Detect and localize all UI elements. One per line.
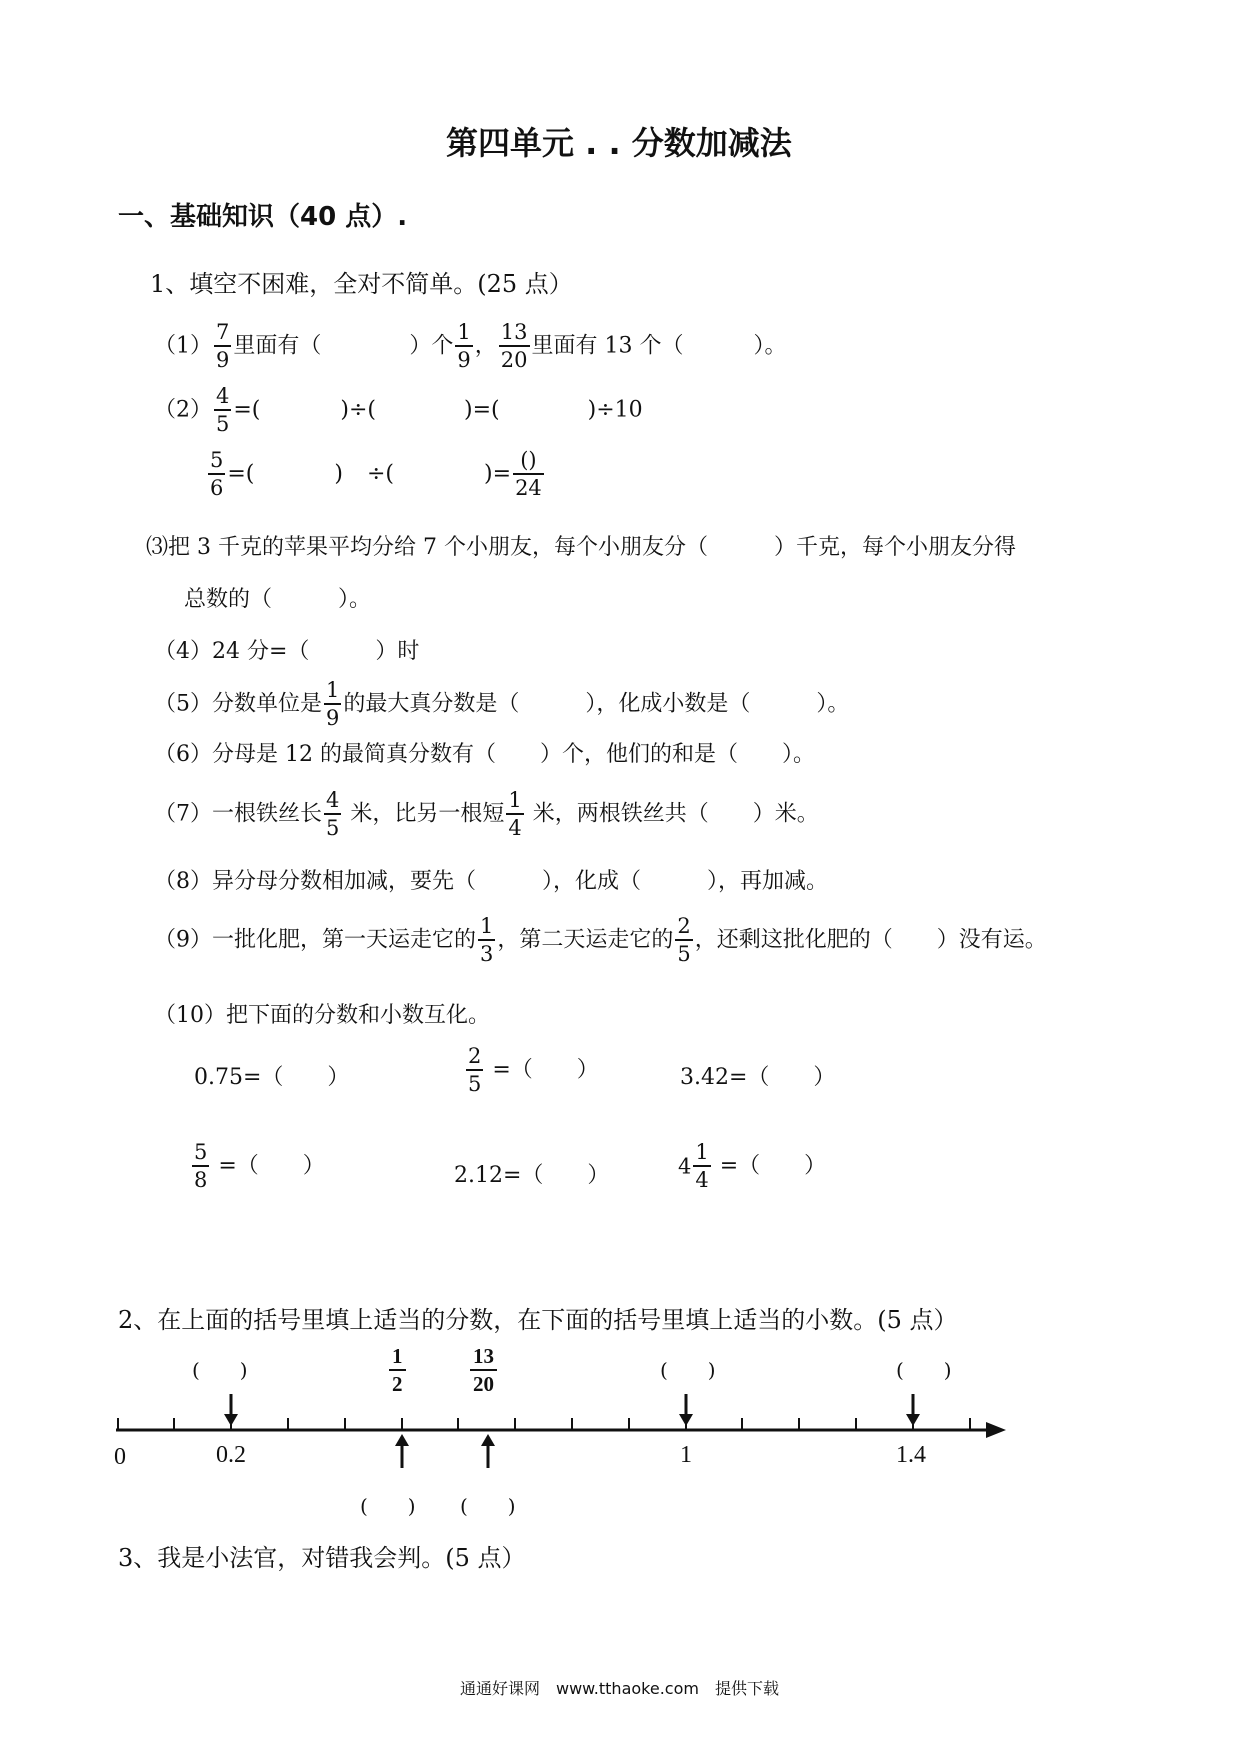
text: )÷10 <box>587 397 643 423</box>
tick-marks <box>118 1418 970 1430</box>
item-3-line-2: 总数的（ ）。 <box>184 587 372 612</box>
conversion-5-8 <box>190 1142 325 1191</box>
arrow-head-icon <box>986 1422 1006 1438</box>
text: （7）一根铁丝长 <box>154 801 322 827</box>
text: )= <box>484 461 512 487</box>
text: =（ ） <box>211 1153 325 1179</box>
item-1-number: （1） <box>154 333 212 359</box>
conversion-2-5 <box>464 1046 599 1095</box>
label-1: 1 <box>680 1442 692 1468</box>
conversion-4-1-4 <box>678 1142 826 1191</box>
numerator: 5 <box>192 1142 209 1167</box>
label-0-2: 0.2 <box>216 1442 246 1468</box>
fraction-4-5 <box>324 790 341 839</box>
conversion-3-42: 3.42=（ ） <box>680 1065 836 1090</box>
item-7 <box>154 790 819 839</box>
text: 里面有（ <box>233 333 322 359</box>
conversion-0-75: 0.75=（ ） <box>194 1065 350 1090</box>
denominator: 24 <box>515 476 542 500</box>
down-arrow-icon <box>906 1394 920 1426</box>
text: ）。 <box>753 333 787 359</box>
question-1-heading: 1、填空不困难，全对不简单。(25 点） <box>150 270 573 298</box>
mixed-number <box>678 1142 713 1191</box>
down-arrow-icon <box>679 1394 693 1426</box>
numerator: 7 <box>214 322 231 347</box>
denominator: 5 <box>216 412 230 436</box>
numerator: 2 <box>466 1046 483 1071</box>
whole-part: 4 <box>678 1154 692 1179</box>
item-2b <box>206 450 546 499</box>
question-3-heading: 3、我是小法官，对错我会判。(5 点） <box>118 1544 526 1572</box>
conversion-2-12: 2.12=（ ） <box>454 1163 610 1188</box>
text: 的最大真分数是（ ），化成小数是（ ）。 <box>343 691 850 717</box>
fraction-1-3 <box>478 916 495 965</box>
item-6: （6）分母是 12 的最简真分数有（ ）个，他们的和是（ ）。 <box>154 742 815 767</box>
item-4: （4）24 分=（ ）时 <box>154 639 420 664</box>
numerator-blank[interactable]: () <box>513 450 544 475</box>
label-0: 0 <box>114 1444 126 1470</box>
numerator: 1 <box>693 1142 710 1167</box>
denominator: 6 <box>210 476 224 500</box>
text: ) <box>334 461 343 487</box>
text: =( <box>233 397 261 423</box>
text: =（ ） <box>712 1153 827 1179</box>
bottom-blank-1[interactable]: ( ) <box>360 1494 416 1518</box>
text: 里面有 13 个（ <box>531 333 684 359</box>
text: =( <box>227 461 255 487</box>
item-10: （10）把下面的分数和小数互化。 <box>154 1003 490 1028</box>
text: （9）一批化肥，第一天运走它的 <box>154 927 476 953</box>
fraction-4-5 <box>214 386 231 435</box>
text: 米，两根铁丝共（ ）米。 <box>525 801 819 827</box>
fraction-2-5 <box>466 1046 483 1095</box>
denominator: 3 <box>480 942 494 966</box>
item-1 <box>154 322 787 371</box>
item-9 <box>154 916 1047 965</box>
denominator: 2 <box>392 1372 403 1396</box>
item-8: （8）异分母分数相加减，要先（ ），化成（ ），再加减。 <box>154 869 828 894</box>
bottom-blank-2[interactable]: ( ) <box>460 1494 516 1518</box>
question-2-heading: 2、在上面的括号里填上适当的分数，在下面的括号里填上适当的小数。(5 点） <box>118 1306 958 1334</box>
text: )÷( <box>340 397 377 423</box>
fraction-1-4 <box>693 1142 710 1191</box>
fraction-5-6 <box>208 450 225 499</box>
numerator: 1 <box>455 322 472 347</box>
label-1-4: 1.4 <box>896 1442 926 1468</box>
top-blank-0-2[interactable]: ( ) <box>192 1358 248 1382</box>
numerator: 5 <box>208 450 225 475</box>
text: ，还剩这批化肥的（ ）没有运。 <box>694 927 1047 953</box>
item-5 <box>154 680 849 729</box>
top-blank-1-4[interactable]: ( ) <box>896 1358 952 1382</box>
fraction-7-9 <box>214 322 231 371</box>
numerator: 1 <box>478 916 495 941</box>
text: ，第二天运走它的 <box>497 927 674 953</box>
numerator: 1 <box>324 680 341 705</box>
denominator: 5 <box>677 942 691 966</box>
footer-source: 通通好课网 www.tthaoke.com 提供下载 <box>460 1679 779 1698</box>
numerator: 13 <box>499 322 530 347</box>
top-blank-1[interactable]: ( ) <box>660 1358 716 1382</box>
text: 米，比另一根短 <box>343 801 505 827</box>
number-line <box>0 1380 1240 1490</box>
numerator: 1 <box>506 790 523 815</box>
item-3-line-1: ⑶把 3 千克的苹果平均分给 7 个小朋友，每个小朋友分（ ）千克，每个小朋友分得 <box>146 535 1016 560</box>
denominator: 20 <box>500 348 528 372</box>
page-title: 第四单元 . . 分数加减法 <box>446 124 792 162</box>
denominator: 8 <box>194 1168 208 1192</box>
numerator: 1 <box>389 1346 406 1371</box>
denominator: 9 <box>216 348 230 372</box>
denominator: 5 <box>326 816 340 840</box>
text: （5）分数单位是 <box>154 691 322 717</box>
numerator: 13 <box>470 1346 497 1371</box>
fraction-2-5 <box>675 916 692 965</box>
fraction-13-20 <box>499 322 530 371</box>
fraction-1-9 <box>455 322 472 371</box>
fraction-blank-24[interactable] <box>513 450 544 499</box>
numerator: 2 <box>675 916 692 941</box>
text: ÷( <box>367 461 395 487</box>
numerator: 4 <box>324 790 341 815</box>
denominator: 5 <box>468 1072 482 1096</box>
denominator: 4 <box>695 1168 709 1192</box>
up-arrow-icon <box>481 1434 495 1468</box>
up-arrow-icon <box>395 1434 409 1468</box>
denominator: 9 <box>457 348 471 372</box>
numerator: 4 <box>214 386 231 411</box>
item-2-number: （2） <box>154 397 212 423</box>
fraction-1-9 <box>324 680 341 729</box>
text: )=( <box>464 397 500 423</box>
text: ）个 <box>409 333 454 359</box>
denominator: 20 <box>473 1372 494 1396</box>
section-heading-basic-knowledge: 一、基础知识（40 点）. <box>118 202 408 232</box>
item-2a <box>154 386 643 435</box>
fraction-1-4 <box>506 790 523 839</box>
text: ， <box>474 333 497 359</box>
fraction-5-8 <box>192 1142 209 1191</box>
down-arrow-icon <box>224 1394 238 1426</box>
denominator: 9 <box>326 706 340 730</box>
denominator: 4 <box>508 816 522 840</box>
text: =（ ） <box>485 1057 599 1083</box>
